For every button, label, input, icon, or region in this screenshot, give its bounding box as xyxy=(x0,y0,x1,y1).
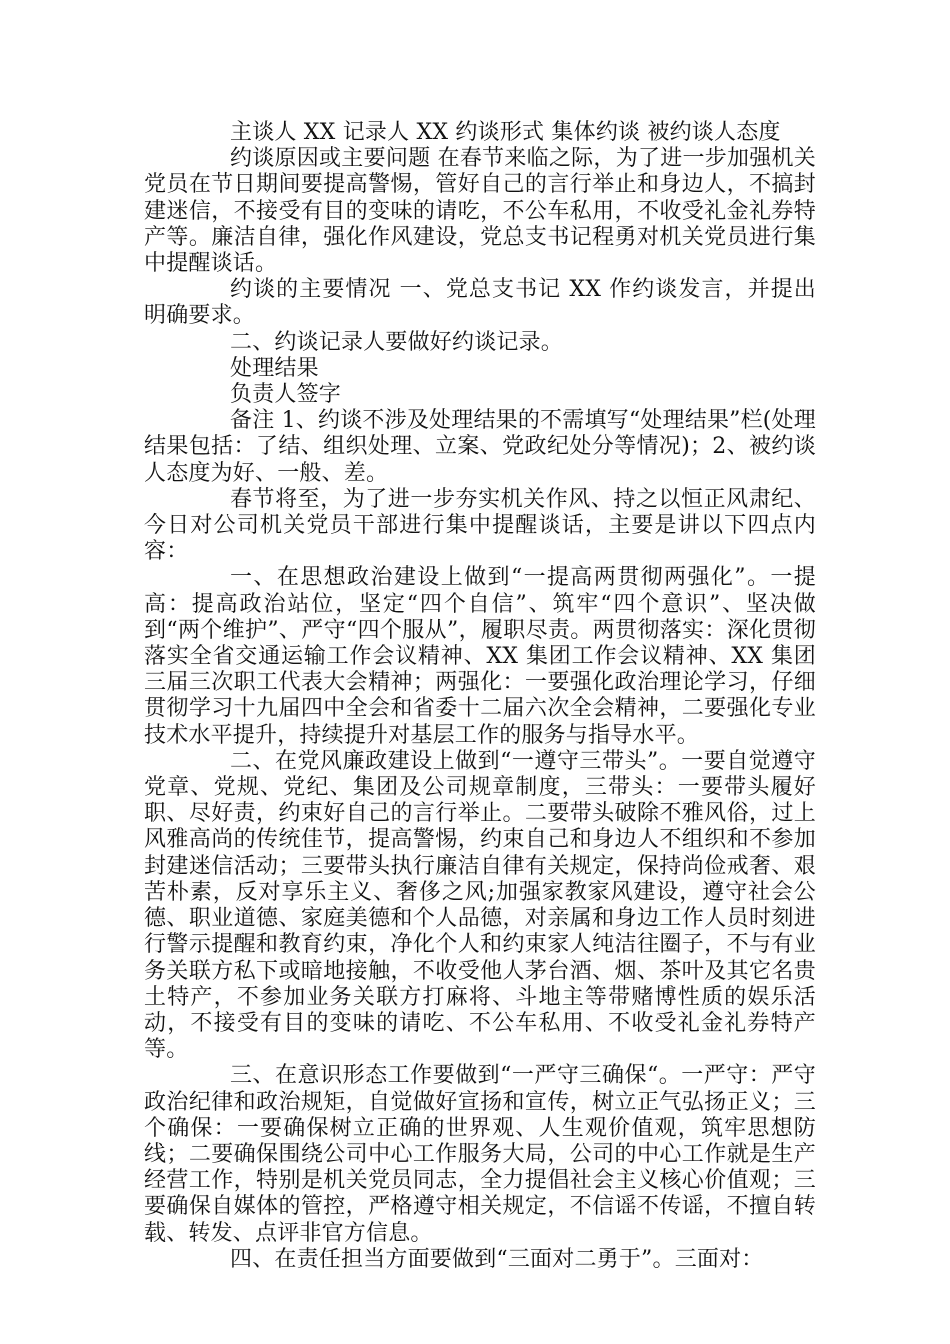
document-body xyxy=(144,120,816,1273)
paragraph-point-three: 三、在意识形态工作要做到“一严守三确保“。一严守：严守政治纪律和政治规矩，自觉做好宣扬和宣传，树立正气弘扬正义；三个确保：一要确保树立正确的世界观、人生观价值观，筑牢思想防线；二要确保围绕公司中心工作服务大局，公司的中心工作就是生产经营工作，特别是机关党员同志，全力提倡社会主义核心价值观；三要确保自媒体的管控，严格遵守相关规定，不信谣不传谣，不擅自转载、转发、点评非官方信息。 xyxy=(144,1063,816,1246)
paragraph-reason: 约谈原因或主要问题 在春节来临之际，为了进一步加强机关党员在节日期间要提高警惕，管好自己的言行举止和身边人，不搞封建迷信，不接受有目的变味的请吃，不公车私用，不收受礼金礼券特产等。廉洁自律，强化作风建设，党总支书记程勇对机关党员进行集中提醒谈话。 xyxy=(144,146,816,277)
paragraph-point-one: 一、在思想政治建设上做到“一提高两贯彻两强化”。一提高：提高政治站位，坚定“四个自信”、筑牢“四个意识”、坚决做到“两个维护”、严守“四个服从”，履职尽责。两贯彻落实：深化贯彻落实全省交通运输工作会议精神、XX 集团工作会议精神、XX 集团三届三次职工代表大会精神；两强化：一要强化政治理论学习，仔细贯彻学习十九届四中全会和省委十二届六次全会精神，二要强化专业技术水平提升，持续提升对基层工作的服务与指导水平。 xyxy=(144,565,816,748)
paragraph-intro: 春节将至，为了进一步夯实机关作风、持之以恒正风肃纪、今日对公司机关党员干部进行集中提醒谈话，主要是讲以下四点内容： xyxy=(144,486,816,565)
paragraph-point-two: 二、在党风廉政建设上做到“一遵守三带头”。一要自觉遵守党章、党规、党纪、集团及公司规章制度，三带头：一要带头履好职、尽好责，约束好自己的言行举止。二要带头破除不雅风俗，过上风雅高尚的传统佳节，提高警惕，约束自己和身边人不组织和不参加封建迷信活动；三要带头执行廉洁自律有关规定，保持尚俭戒奢、艰苦朴素，反对享乐主义、奢侈之风;加强家教家风建设，遵守社会公德、职业道德、家庭美德和个人品德，对亲属和身边工作人员时刻进行警示提醒和教育约束，净化个人和约束家人纯洁往圈子，不与有业务关联方私下或暗地接触，不收受他人茅台酒、烟、茶叶及其它名贵土特产，不参加业务关联方打麻将、斗地主等带赌博性质的娱乐活动，不接受有目的变味的请吃、不公车私用、不收受礼金礼券特产等。 xyxy=(144,748,816,1063)
paragraph-point-four: 四、在责任担当方面要做到“三面对二勇于”。三面对： xyxy=(230,1246,764,1272)
paragraph-interview-header: 主谈人 XX 记录人 XX 约谈形式 集体约谈 被约谈人态度 xyxy=(230,120,781,145)
paragraph-remarks: 备注 1、约谈不涉及处理结果的不需填写“处理结果”栏(处理结果包括：了结、组织处理、立案、党政纪处分等情况)；2、被约谈人态度为好、一般、差。 xyxy=(144,408,816,486)
paragraph-handling-result: 处理结果 xyxy=(230,355,319,381)
paragraph-signature: 负责人签字 xyxy=(230,382,342,408)
paragraph-record-requirement: 二、约谈记录人要做好约谈记录。 xyxy=(230,329,564,355)
paragraph-main-situation: 约谈的主要情况 一、党总支书记 XX 作约谈发言，并提出明确要求。 xyxy=(144,277,816,329)
